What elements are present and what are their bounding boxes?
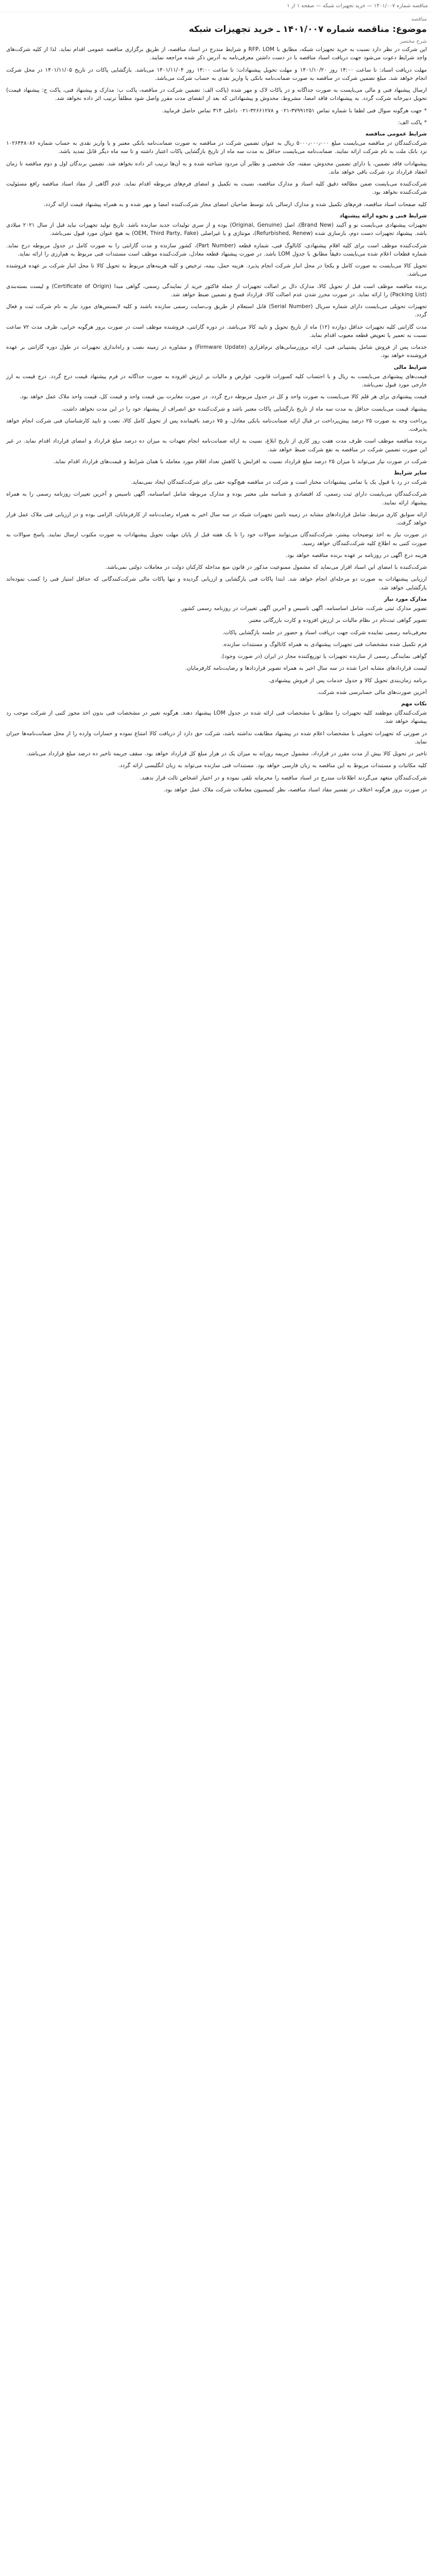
document-title: موضوع: مناقصه شماره ۱۴۰۱/۰۰۷ ـ خرید تجهیزات شبکه: [188, 24, 427, 35]
intro-paragraph: ارسال پیشنهاد فنی و مالی می‌بایست به صورت جداگانه و در پاکات لاک و مهر شده (پاکت الف: تضمین شرکت در مناقصه، پاکت ب: مدارک و پیشنهاد فنی، پاکت ج: پیشنهاد قیمت) تحویل دبیرخانه شرکت گردد. به پیشنهادات فاقد امضا، مشروط، مخدوش و پیشنهاداتی که بعد از انقضای مدت مقرر واصل شود مطلقاً ترتیب اثر داده نخواهد شد.: [6, 87, 427, 102]
section-paragraph: تصویر گواهی ثبت‌نام در نظام مالیات بر ارزش افزوده و کارت بازرگانی معتبر.: [247, 617, 427, 624]
section-paragraph: تحویل کالا می‌بایست به صورت کامل و یکجا در محل انبار شرکت انجام پذیرد. هزینه حمل، بیمه، ترخیص و کلیه هزینه‌های مربوط به تحویل کالا تا محل انبار شرکت بر عهده فروشنده می‌باشد.: [6, 263, 427, 278]
document: [0, 12, 433, 808]
section-paragraph: تصویر مدارک ثبتی شرکت، شامل اساسنامه، آگهی تاسیس و آخرین آگهی تغییرات در روزنامه رسمی کشور.: [180, 605, 427, 612]
section-paragraph: کلیه صفحات اسناد مناقصه، فرم‌های تکمیل شده و مدارک ارسالی باید توسط صاحبان امضای مجاز شرکت‌کننده امضا و مهر شده و به همراه پیشنهاد قیمت ارائه گردد.: [43, 201, 427, 208]
section-paragraph: هزینه درج آگهی در روزنامه بر عهده برنده مناقصه خواهد بود.: [285, 552, 427, 558]
document-section: [6, 213, 427, 360]
intro-section: [6, 45, 427, 127]
section-paragraph: تجهیزات پیشنهادی می‌بایست نو و آکبند (Brand New)، اصل (Original, Genuine) بوده و از سری تولیدات جدید سازنده باشد. تاریخ تولید تجهیزات نباید قبل از سال ۲۰۲۱ میلادی باشد. پیشنهاد تجهیزات دست دوم، بازسازی شده (Refurbished, Renew)، مونتاژی و یا غیراصلی (OEM, Third Party, Fake) به هیچ عنوان مورد قبول نمی‌باشد.: [6, 222, 427, 237]
section-paragraph: گواهی نمایندگی رسمی از سازنده تجهیزات یا توزیع‌کننده مجاز در ایران (در صورت وجود).: [220, 653, 427, 660]
section-paragraph: برنده مناقصه موظف است ظرف مدت هفت روز کاری از تاریخ ابلاغ، نسبت به ارائه ضمانت‌نامه انجام تعهدات به میزان ده درصد مبلغ قرارداد و امضای قرارداد اقدام نماید. در غیر این صورت تضمین شرکت در مناقصه به نفع شرکت ضبط خواهد شد.: [6, 438, 427, 453]
section-paragraph: قیمت پیشنهادی برای هر قلم کالا می‌بایست به صورت واحد و کل در جدول مربوطه درج گردد. در صورت مغایرت بین قیمت واحد و قیمت کل، قیمت واحد ملاک عمل خواهد بود.: [19, 394, 427, 400]
section-paragraph: پیشنهاد قیمت می‌بایست حداقل به مدت سه ماه از تاریخ بازگشایی پاکات معتبر باشد و شرکت‌کننده حق انصراف از پیشنهاد خود را در این مدت نخواهد داشت.: [61, 405, 427, 412]
section-paragraph: ارزیابی پیشنهادات به صورت دو مرحله‌ای انجام خواهد شد. ابتدا پاکات فنی بازگشایی و ارزیابی گردیده و تنها پاکات مالی شرکت‌کنندگانی که حداقل امتیاز فنی را کسب نموده‌اند بازگشایی خواهد شد.: [6, 576, 427, 591]
section-paragraph: شرکت‌کنندگان می‌بایست دارای ثبت رسمی، کد اقتصادی و شناسه ملی معتبر بوده و مدارک مربوطه شامل اساسنامه، آگهی تاسیس و آخرین تغییرات روزنامه رسمی را به همراه پیشنهاد ارائه نمایند.: [6, 491, 427, 506]
section-paragraph: در صورتی که تجهیزات تحویلی با مشخصات اعلام شده در پیشنهاد مطابقت نداشته باشد، شرکت حق دارد از دریافت کالا امتناع نموده و خسارات وارده را از محل ضمانت‌نامه‌ها جبران نماید.: [6, 730, 427, 745]
intro-paragraph: * جهت هرگونه سوال فنی لطفا با شماره تماس ۳۷۹۹۱۲۵۱-۰۲۱ و ۳۲۶۶۱۲۷۸-۰۲۱ داخلی ۳۱۴ تماس حاصل فرمایید.: [162, 107, 427, 114]
section-heading: مدارک مورد نیاز: [384, 596, 427, 603]
document-subtitle: شرح مختصر: [400, 39, 427, 44]
section-paragraph: تاخیر در تحویل کالا بیش از مدت مقرر در قرارداد، مشمول جریمه روزانه به میزان یک در هزار مبلغ کل قرارداد خواهد بود. سقف جریمه تاخیر ده درصد مبلغ قرارداد می‌باشد.: [26, 751, 427, 757]
section-paragraph: تجهیزات تحویلی می‌بایست دارای شماره سریال (Serial Number) قابل استعلام از طریق وب‌سایت رسمی سازنده باشند و کلیه لایسنس‌های مورد نیاز به نام شرکت ثبت و فعال گردد.: [6, 303, 427, 318]
section-heading: شرایط فنی و نحوه ارائه پیشنهاد: [339, 212, 427, 219]
section-paragraph: پرداخت وجه به صورت ۲۵ درصد پیش‌پرداخت در قبال ارائه ضمانت‌نامه بانکی معادل، و ۷۵ درصد باقیمانده پس از تحویل کامل کالا، نصب و تایید کارشناسان فنی شرکت انجام خواهد پذیرفت.: [6, 417, 427, 433]
document-section: [6, 470, 427, 592]
section-paragraph: معرفی‌نامه رسمی نماینده شرکت جهت دریافت اسناد و حضور در جلسه بازگشایی پاکات.: [222, 629, 427, 636]
section-paragraph: پیشنهادات فاقد تضمین، یا دارای تضمین مخدوش، سفته، چک شخصی و نظایر آن مردود شناخته شده و به آن‌ها ترتیب اثر داده نخواهد شد. تضمین برندگان اول و دوم مناقصه تا زمان انعقاد قرارداد نزد شرکت باقی خواهد ماند.: [6, 160, 427, 175]
section-paragraph: قیمت‌های پیشنهادی می‌بایست به ریال و با احتساب کلیه کسورات قانونی، عوارض و مالیات بر ارزش افزوده به صورت جداگانه در فرم پیشنهاد قیمت درج گردد. درج قیمت به ارز خارجی مورد قبول نمی‌باشد.: [6, 373, 427, 388]
body-sections: [6, 131, 427, 794]
intro-paragraph: این شرکت در نظر دارد نسبت به خرید تجهیزات شبکه، مطابق با RFP، LOM و شرایط مندرج در اسناد مناقصه، از طریق برگزاری مناقصه عمومی اقدام نماید. لذا از کلیه شرکت‌های واجد شرایط دعوت می‌شود جهت دریافت اسناد مناقصه با در دست داشتن معرفی‌نامه به آدرس ذکر شده مراجعه نمایند.: [6, 46, 427, 61]
section-paragraph: شرکت‌کنندگان موظفند کلیه تجهیزات را مطابق با مشخصات فنی ارائه شده در جدول LOM پیشنهاد دهند. هرگونه تغییر در مشخصات فنی بدون اخذ مجوز کتبی از شرکت موجب رد پیشنهاد خواهد شد.: [6, 710, 427, 725]
section-paragraph: آخرین صورت‌های مالی حسابرسی شده شرکت.: [317, 689, 427, 696]
section-paragraph: شرکت‌کننده با امضای این اسناد اقرار می‌نماید که مشمول ممنوعیت مذکور در قانون منع مداخله کارکنان دولت در معاملات دولتی نمی‌باشد.: [105, 564, 427, 571]
document-section: [6, 596, 427, 697]
intro-paragraph: * پاکت الف:: [398, 119, 427, 126]
section-paragraph: خدمات پس از فروش شامل پشتیبانی فنی، ارائه بروزرسانی‌های نرم‌افزاری (Firmware Update) و مشاوره در زمینه نصب و راه‌اندازی تجهیزات در طول دوره گارانتی بر عهده فروشنده خواهد بود.: [6, 344, 427, 359]
section-heading: شرایط مالی: [393, 364, 427, 370]
section-paragraph: شرکت‌کننده می‌بایست ضمن مطالعه دقیق کلیه اسناد و مدارک مناقصه، نسبت به تکمیل و امضای فرم‌های مربوطه اقدام نماید. عدم آگاهی از مفاد اسناد مناقصه رافع مسئولیت شرکت‌کننده نخواهد بود.: [6, 181, 427, 196]
section-heading: سایر شرایط: [393, 470, 427, 477]
section-paragraph: مدت گارانتی کلیه تجهیزات حداقل دوازده (۱۲) ماه از تاریخ تحویل و تایید کالا می‌باشد. در دوره گارانتی، فروشنده موظف است در صورت بروز هرگونه خرابی، ظرف مدت ۷۲ ساعت نسبت به تعمیر یا تعویض قطعه معیوب اقدام نماید.: [6, 324, 427, 338]
section-paragraph: فرم تکمیل شده مشخصات فنی تجهیزات پیشنهادی به همراه کاتالوگ و مستندات سازنده.: [222, 641, 427, 648]
document-section: [6, 701, 427, 794]
document-section: [6, 131, 427, 209]
section-heading: نکات مهم: [401, 701, 427, 707]
section-paragraph: برنده مناقصه موظف است قبل از تحویل کالا، مدارک دال بر اصالت تجهیزات از جمله فاکتور خرید از نمایندگی رسمی، گواهی مبدا (Certificate of Origin) و لیست بسته‌بندی (Packing List) را ارائه نماید. در صورت محرز شدن عدم اصالت کالا، قرارداد فسخ و تضمین ضبط خواهد شد.: [6, 283, 427, 298]
section-heading: شرایط عمومی مناقصه: [365, 131, 427, 138]
section-paragraph: در صورت بروز هرگونه اختلاف در تفسیر مفاد اسناد مناقصه، نظر کمیسیون معاملات شرکت ملاک عمل خواهد بود.: [163, 787, 427, 793]
document-section: [6, 364, 427, 466]
top-breadcrumb: مناقصه شماره ۱۴۰۱/۰۰۷ — خرید تجهیزات شبکه — صفحه ۱ از ۱: [0, 0, 433, 12]
section-paragraph: برنامه زمان‌بندی تحویل کالا و جدول خدمات پس از فروش پیشنهادی.: [268, 677, 427, 684]
section-paragraph: شرکت در رد یا قبول یک یا تمامی پیشنهادات مختار است و شرکت در مناقصه هیچ‌گونه حقی برای شرکت‌کنندگان ایجاد نمی‌نماید.: [131, 479, 427, 486]
section-paragraph: کلیه مکاتبات و مستندات مربوط به این مناقصه به زبان فارسی خواهد بود. مستندات فنی سازنده می‌تواند به زبان انگلیسی ارائه گردد.: [118, 762, 427, 769]
section-paragraph: ارائه سوابق کاری مرتبط، شامل قراردادهای مشابه در زمینه تامین تجهیزات شبکه در سه سال اخیر به همراه رضایت‌نامه از کارفرمایان، الزامی بوده و در ارزیابی فنی ملاک عمل قرار خواهد گرفت.: [6, 511, 427, 527]
intro-paragraph: مهلت دریافت اسناد: تا ساعت ۱۴:۰۰ روز ۱۴۰۱/۱۰/۲۰ و مهلت تحویل پیشنهادات: تا ساعت ۱۴:۰۰ روز ۱۴۰۱/۱۱/۰۴ می‌باشد. بازگشایی پاکات در تاریخ ۱۴۰۱/۱۱/۰۵ در محل شرکت انجام خواهد شد. مبلغ تضمین شرکت در مناقصه به صورت ضمانت‌نامه بانکی یا واریز نقدی به حساب شرکت می‌باشد.: [6, 66, 427, 81]
section-paragraph: شرکت‌کنندگان متعهد می‌گردند اطلاعات مندرج در اسناد مناقصه را محرمانه تلقی نموده و در اختیار اشخاص ثالث قرار ندهند.: [140, 774, 427, 781]
section-paragraph: در صورت نیاز به اخذ توضیحات بیشتر، شرکت‌کنندگان می‌توانند سوالات خود را تا یک هفته قبل از پایان مهلت تحویل پیشنهادات به صورت مکتوب ارسال نمایند. پاسخ سوالات به صورت کتبی به اطلاع کلیه شرکت‌کنندگان خواهد رسید.: [6, 532, 427, 547]
section-paragraph: شرکت‌کنندگان در مناقصه می‌بایست مبلغ ۵۰۰۰٫۰۰۰٫۰۰۰ ریال به عنوان تضمین شرکت در مناقصه به صورت ضمانت‌نامه بانکی معتبر و یا واریز نقدی به حساب شماره ۱۰۲۶۴۴۸۰۸۶ نزد بانک ملت به نام شرکت ارائه نمایند. ضمانت‌نامه می‌بایست حداقل به مدت سه ماه از تاریخ بازگشایی پاکات اعتبار داشته و تا سه ماه دیگر قابل تمدید باشد.: [6, 140, 427, 155]
section-paragraph: شرکت در صورت نیاز می‌تواند تا میزان ۲۵ درصد مبلغ قرارداد نسبت به افزایش یا کاهش تعداد اقلام مورد معامله با همان شرایط و قیمت‌های قرارداد اقدام نماید.: [53, 458, 427, 465]
section-paragraph: شرکت‌کننده موظف است برای کلیه اقلام پیشنهادی، کاتالوگ فنی، شماره قطعه (Part Number)، کشور سازنده و مدت گارانتی را به صورت کامل در جدول مربوطه درج نماید. شماره قطعات اعلام شده می‌بایست دقیقاً مطابق با جدول LOM باشد. در صورت پیشنهاد قطعه معادل، شرکت‌کننده موظف است مستندات فنی مربوط به هم‌ارزی را ارائه نماید.: [6, 242, 427, 257]
document-label: مناقصه: [411, 16, 427, 22]
section-paragraph: لیست قراردادهای مشابه اجرا شده در سه سال اخیر به همراه تصویر قراردادها و رضایت‌نامه کارفرمایان.: [185, 665, 427, 672]
